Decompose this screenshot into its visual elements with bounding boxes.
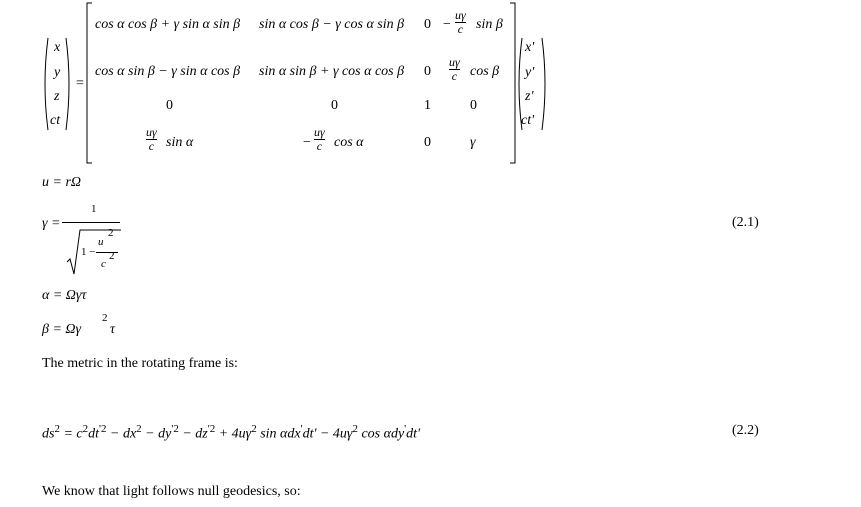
matrix-r4c2-trig: cos α (334, 135, 364, 150)
gamma-u-exp: 2 (108, 227, 114, 239)
matrix-r4c4: γ (470, 135, 476, 150)
equation-number-2-2: (2.2) (732, 423, 759, 438)
vector-y: y (54, 65, 61, 80)
def-u: u = rΩ (42, 175, 82, 190)
matrix-r4c1-fraction: uγ c (146, 125, 157, 153)
matrix-r1c4-trig: sin β (476, 17, 503, 32)
matrix-r3c3: 1 (424, 98, 431, 113)
metric-equation: $ds^2 = c^2dt^{'2} - dx^2 - dy^{'2} - dz^{'2} + 4u\gamma^2$ $\sin \alpha dx'dt' - 4u\gamma^2$ cos αdy'dt' (42, 423, 421, 442)
gamma-fraction-bar (62, 222, 120, 223)
matrix-r2c4-trig: cos β (470, 64, 500, 79)
matrix-r3c4: 0 (470, 98, 477, 113)
paragraph-null-geodesics: We know that light follows null geodesics, so: (42, 484, 301, 499)
matrix-r2c4-fraction: uγ c (449, 55, 460, 83)
equals-sign: = (76, 76, 84, 91)
matrix-r4c3: 0 (424, 135, 431, 150)
vector-x: x (54, 40, 61, 55)
vector-x-prime: x' (525, 40, 535, 55)
matrix-r1c1: cos α cos β + γ sin α sin β (95, 17, 241, 32)
beta-lhs: β = Ωγ (42, 322, 82, 337)
matrix-r4c2-sign: − (303, 135, 311, 150)
gamma-inner-c: c (101, 258, 106, 270)
matrix-r4c2-fraction: uγ c (314, 125, 325, 153)
matrix-r1c3: 0 (424, 17, 431, 32)
vector-z-prime: z' (525, 89, 534, 104)
gamma-c-exp: 2 (109, 250, 115, 262)
matrix-r2c1: cos α sin β − γ sin α cos β (95, 64, 241, 79)
vector-ct: ct (50, 113, 61, 128)
vector-y-prime: y' (525, 65, 535, 80)
def-alpha: α = Ωγτ (42, 288, 87, 303)
gamma-inner-u: u (98, 236, 104, 248)
matrix-r1c2: sin α cos β − γ cos α sin β (259, 17, 405, 32)
matrix-r2c3: 0 (424, 64, 431, 79)
matrix-r1c4-sign: − (443, 17, 451, 32)
vector-z: z (54, 89, 60, 104)
beta-tau: τ (110, 322, 116, 337)
gamma-lhs: γ = (42, 216, 61, 231)
beta-exp: 2 (102, 312, 108, 324)
gamma-numerator: 1 (91, 203, 97, 215)
matrix-r3c2: 0 (331, 98, 338, 113)
matrix-r2c2: sin α sin β + γ cos α cos β (259, 64, 405, 79)
gamma-inner-bar (96, 252, 118, 253)
matrix-r1c4-fraction: uγ c (455, 8, 466, 36)
vector-ct-prime: ct' (521, 113, 535, 128)
matrix-r4c1-trig: sin α (166, 135, 194, 150)
equation-number-2-1: (2.1) (732, 215, 759, 230)
paragraph-metric: The metric in the rotating frame is: (42, 356, 238, 371)
matrix-r3c1: 0 (166, 98, 173, 113)
gamma-inner-one: 1 − (81, 246, 96, 258)
